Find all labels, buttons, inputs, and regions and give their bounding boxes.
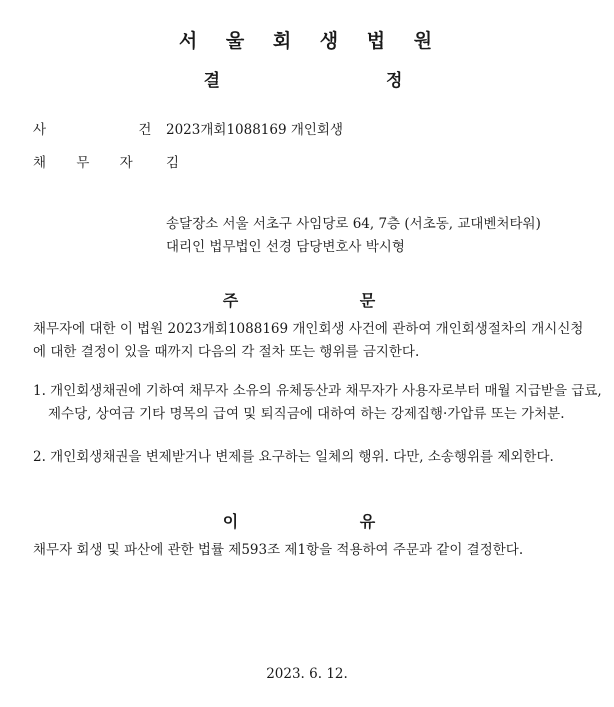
legal-agent: 대리인 법무법인 선경 담당변호사 박시형 xyxy=(166,239,405,255)
order-intro: 채무자에 대한 이 법원 2023개회1088169 개인회생 사건에 관하여 개인회생절차의 개시신청에 대한 결정이 있을 때까지 다음의 각 절차 또는 행위를 금지한다. xyxy=(33,321,584,360)
debtor-label: 채 무 자 xyxy=(33,155,146,171)
debtor-name: 김 xyxy=(166,155,180,171)
order-item-2: 2. 개인회생채권을 변제받거나 변제를 요구하는 일체의 행위. 다만, 소송행위를 제외한다. xyxy=(33,449,554,465)
document-type-title: 결 정 xyxy=(203,71,483,91)
reason-heading: 이 유 xyxy=(222,512,434,531)
case-label: 사 건 xyxy=(33,122,196,138)
case-number: 2023개회1088169 개인회생 xyxy=(166,122,344,138)
order-heading: 주 문 xyxy=(222,291,434,310)
court-name: 서 울 회 생 법 원 xyxy=(178,30,444,52)
decision-date: 2023. 6. 12. xyxy=(266,666,348,682)
order-item-1: 1. 개인회생채권에 기하여 채무자 소유의 유체동산과 채무자가 사용자로부터 매월 지급받을 급료, 제수당, 상여금 기타 명목의 급여 및 퇴직금에 대하여 하는 강제집행·가압류 또는 가처분. xyxy=(33,383,602,422)
reason-text: 채무자 회생 및 파산에 관한 법률 제593조 제1항을 적용하여 주문과 같이 결정한다. xyxy=(33,542,524,558)
service-address: 송달장소 서울 서초구 사임당로 64, 7층 (서초동, 교대벤처타워) xyxy=(166,216,541,232)
